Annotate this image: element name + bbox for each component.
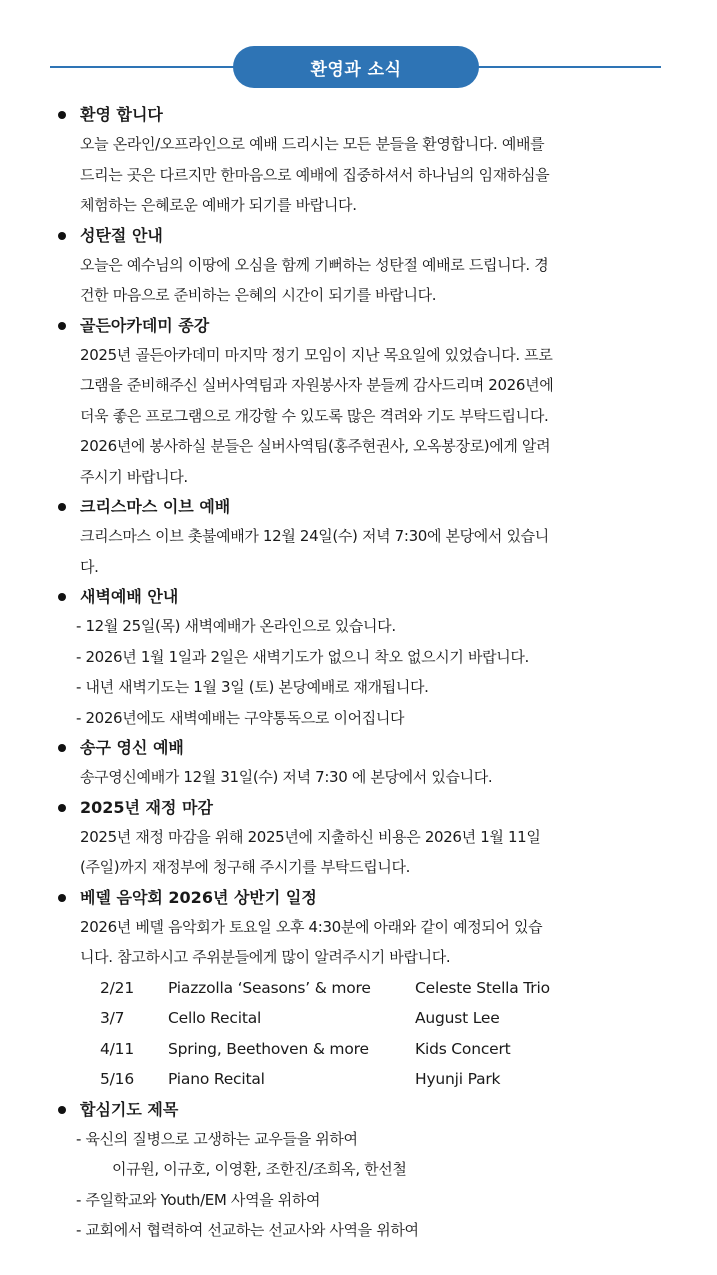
announcement-title: 크리스마스 이브 예배 bbox=[80, 497, 231, 516]
header-title: 환영과 소식 bbox=[233, 46, 479, 88]
announcement-text: 니다. 참고하시고 주위분들에게 많이 알려주시기 바랍니다. bbox=[80, 948, 451, 966]
table-row bbox=[100, 973, 615, 1004]
bullet-icon bbox=[58, 503, 66, 511]
concert-title: Piano Recital bbox=[168, 1070, 265, 1088]
bullet-icon bbox=[58, 232, 66, 240]
bullet-icon bbox=[58, 744, 66, 752]
announcement-text: 그램을 준비해주신 실버사역팀과 자원봉사자 분들께 감사드리며 2026년에 bbox=[80, 376, 554, 394]
announcement-prayer-topics bbox=[56, 1095, 660, 1246]
concert-title: Spring, Beethoven & more bbox=[168, 1039, 369, 1058]
announcement-text: 이규원, 이규호, 이영환, 조한진/조희옥, 한선철 bbox=[112, 1160, 407, 1178]
concert-performer: Hyunji Park bbox=[415, 1070, 501, 1088]
table-row bbox=[100, 1034, 615, 1065]
announcement-text: (주일)까지 재정부에 청구해 주시기를 부탁드립니다. bbox=[80, 858, 411, 876]
announcement-text: - 내년 새벽기도는 1월 3일 (토) 본당예배로 재개됩니다. bbox=[76, 678, 429, 696]
announcement-text: - 12월 25일(목) 새벽예배가 온라인으로 있습니다. bbox=[76, 617, 396, 635]
bullet-icon bbox=[58, 894, 66, 902]
announcement-text: 2026년에 봉사하실 분들은 실버사역팀(홍주현권사, 오옥봉장로)에게 알려 bbox=[80, 437, 551, 455]
announcement-text: 더욱 좋은 프로그램으로 개강할 수 있도록 많은 격려와 기도 부탁드립니다. bbox=[80, 406, 549, 425]
announcement-text: 2025년 재정 마감을 위해 2025년에 지출하신 비용은 2026년 1월 11일 bbox=[80, 827, 541, 846]
announcement-title: 환영 합니다 bbox=[80, 105, 163, 124]
announcement-title: 새벽예배 안내 bbox=[80, 587, 179, 606]
announcement-text: 2025년 골든아카데미 마지막 정기 모임이 지난 목요일에 있었습니다. 프로 bbox=[80, 345, 553, 364]
announcement-text: 건한 마음으로 준비하는 은혜의 시간이 되기를 바랍니다. bbox=[80, 286, 437, 304]
bullet-icon bbox=[58, 111, 66, 119]
table-row bbox=[100, 1064, 615, 1095]
announcements-list bbox=[56, 100, 660, 1246]
announcement-welcome bbox=[56, 100, 660, 221]
announcement-text: - 2026년 1월 1일과 2일은 새벽기도가 없으니 착오 없으시기 바랍니다. bbox=[76, 647, 529, 666]
concert-schedule-table bbox=[100, 973, 615, 1095]
announcement-title: 골든아카데미 종강 bbox=[80, 315, 210, 335]
announcement-title: 베델 음악회 2026년 상반기 일정 bbox=[80, 887, 317, 907]
bullet-icon bbox=[58, 593, 66, 601]
announcement-text: 다. bbox=[80, 557, 99, 576]
announcement-christmas-eve bbox=[56, 492, 660, 582]
concert-title: Cello Recital bbox=[168, 1009, 262, 1027]
announcement-text: - 교회에서 협력하여 선교하는 선교사와 사역을 위하여 bbox=[76, 1221, 419, 1239]
announcement-text: 송구영신예배가 12월 31일(수) 저녁 7:30 에 본당에서 있습니다. bbox=[80, 768, 493, 786]
announcement-finance-closing bbox=[56, 793, 660, 883]
announcement-text: - 주일학교와 Youth/EM 사역을 위하여 bbox=[76, 1190, 321, 1209]
announcement-bethel-concert bbox=[56, 883, 660, 1095]
bullet-icon bbox=[58, 322, 66, 330]
concert-date: 2/21 bbox=[100, 978, 135, 997]
announcement-title: 성탄절 안내 bbox=[80, 225, 163, 245]
announcement-text: 크리스마스 이브 촛불예배가 12월 24일(수) 저녁 7:30에 본당에서 있습니 bbox=[80, 527, 549, 545]
announcement-text: 체험하는 은혜로운 예배가 되기를 바랍니다. bbox=[80, 196, 357, 214]
announcement-title: 송구 영신 예배 bbox=[80, 738, 184, 757]
concert-performer: Celeste Stella Trio bbox=[415, 978, 550, 997]
announcement-text: 주시기 바랍니다. bbox=[80, 467, 188, 486]
concert-date: 4/11 bbox=[100, 1039, 135, 1058]
announcement-golden-academy bbox=[56, 311, 660, 493]
announcement-dawn-service bbox=[56, 582, 660, 733]
concert-performer: Kids Concert bbox=[415, 1039, 511, 1058]
announcement-text: 2026년 베델 음악회가 토요일 오후 4:30분에 아래와 같이 예정되어 있습 bbox=[80, 917, 543, 936]
announcement-title: 2025년 재정 마감 bbox=[80, 797, 213, 817]
bullet-icon bbox=[58, 804, 66, 812]
concert-performer: August Lee bbox=[415, 1009, 500, 1027]
section-header bbox=[50, 46, 661, 88]
bullet-icon bbox=[58, 1106, 66, 1114]
announcement-text: - 2026년에도 새벽예배는 구약통독으로 이어집니다 bbox=[76, 708, 405, 727]
announcement-christmas bbox=[56, 221, 660, 311]
announcement-title: 합심기도 제목 bbox=[80, 1099, 179, 1119]
announcement-text: - 육신의 질병으로 고생하는 교우들을 위하여 bbox=[76, 1129, 358, 1148]
concert-title: Piazzolla ‘Seasons’ & more bbox=[168, 978, 371, 997]
table-row bbox=[100, 1003, 615, 1034]
announcement-text: 오늘 온라인/오프라인으로 예배 드리시는 모든 분들을 환영합니다. 예배를 bbox=[80, 135, 545, 153]
announcement-text: 오늘은 예수님의 이땅에 오심을 함께 기뻐하는 성탄절 예배로 드립니다. 경 bbox=[80, 255, 549, 274]
announcement-text: 드리는 곳은 다르지만 한마음으로 예배에 집중하셔서 하나님의 임재하심을 bbox=[80, 165, 550, 184]
concert-date: 5/16 bbox=[100, 1070, 135, 1088]
announcement-new-year-eve bbox=[56, 733, 660, 793]
concert-date: 3/7 bbox=[100, 1009, 125, 1027]
